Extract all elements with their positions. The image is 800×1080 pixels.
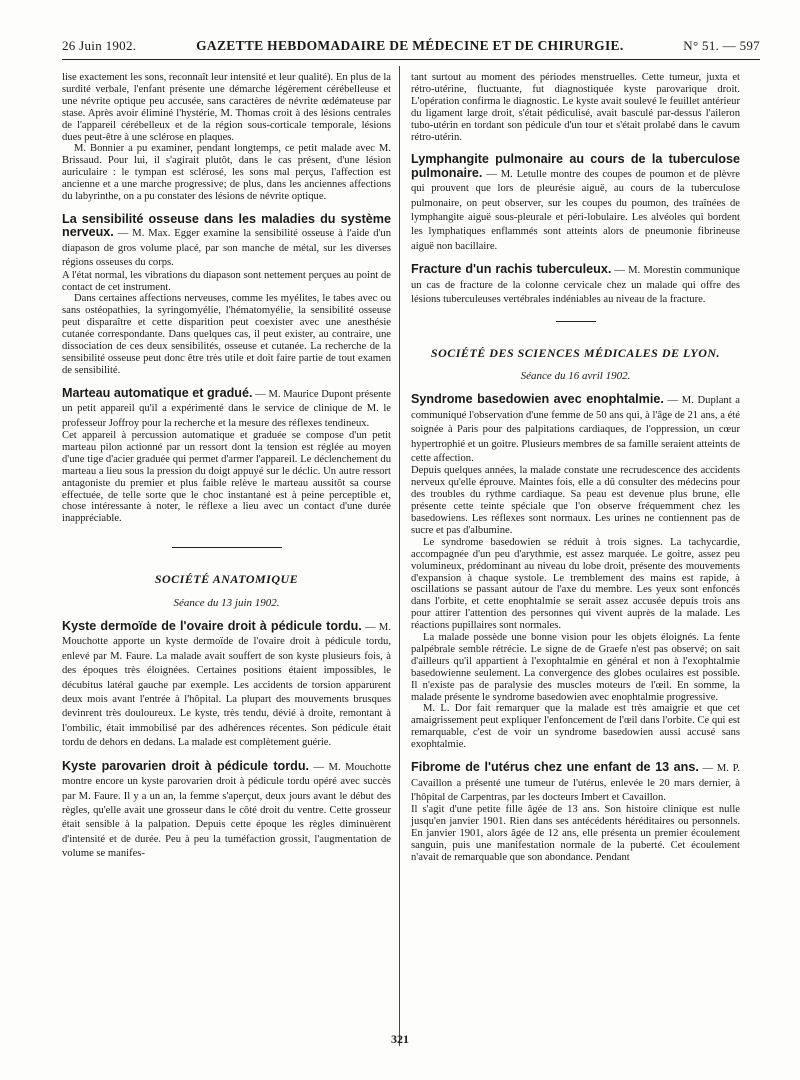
issue-date: 26 Juin 1902. bbox=[62, 38, 137, 53]
paragraph: A l'état normal, les vibrations du diapason sont nettement perçues au point de contact de cet instrument. bbox=[62, 269, 391, 293]
heading-text: Fibrome de l'utérus chez une enfant de 13 ans. bbox=[411, 760, 699, 775]
section-lead: — M. Mouchotte apporte un kyste dermoïde de l'ovaire droit à pédicule tordu, enlevé par M. Faure. La malade avait souffert de son kyste plusieurs fois, à des époques très éloignées. Certaines positions étaient impossibles, le décubitus latéral gauche par exemple. Les accidents de torsion apparurent deux mois avant l'entrée à l'hôpital. La plupart des mouvements brusques devinrent très douloureux. Le kyste, très tendu, dévié à droite, remontant à l'ombilic, était immobilisé par des adhérences récentes. Son pédicule était tordu de dehors en dedans. La malade est complètement guérie. bbox=[62, 622, 391, 749]
section-lead: — M. Max. Egger examine la sensibilité osseuse à l'aide d'un diapason de gros volume placé, par son manche de métal, sur les diverses régions osseuses du corps. bbox=[62, 228, 391, 269]
paragraph: Le syndrome basedowien se réduit à trois signes. La tachycardie, accompagnée d'un peu d'arythmie, est assez marquée. Le goitre, assez peu volumineux, prédominant au niveau du lobe droit, présente des mouvements d'expansion à chaque systole. Le tremblement des mains est rapide, à oscillations se passant autour de l'axe du membre. Les yeux sont enfoncés dans l'orbite, et cette enophtalmie se serait assez accusée depuis trois ans pour attirer l'attention des personnes qui vivent auprès de la malade. Les réactions pupillaires sont normales. bbox=[411, 536, 740, 632]
paragraph: tant surtout au moment des périodes menstruelles. Cette tumeur, juxta et rétro-utérine, fluctuante, fut diagnostiquée kyste parovarique droit. L'opération confirma le diagnostic. Le kyste avait soulevé le feuillet antérieur du ligament large droit, s'était pédiculisé, avait basculé par-dessus l'aileron tubo-utérin en tordant son pédicule d'un tour et s'était prolabé dans le cavum rétro-utérin. bbox=[411, 72, 740, 143]
heading-text: Fracture d'un rachis tuberculeux. bbox=[411, 262, 612, 277]
section-lead: — M. Letulle montre des coupes de poumon et de plèvre qui prouvent que lors de pleurésie aiguë, au cours de la tuberculose pulmonaire, on peut observer, sur les coupes du poumon, des traînées de lymphangite aiguë sous-pleurale et péri-lobulaire. Les alvéoles qui bordent les lymphatiques enflammés sont atteints alors de pneumonie fibrineuse aiguë non bacillaire. bbox=[411, 168, 740, 252]
section-lead: — M. Mouchotte montre encore un kyste parovarien droit à pédicule tordu opéré avec succès par M. Faure. Il y a un an, la femme s'aperçut, deux jours avant le début des règles, qu'elle avait une grosseur dans le côté droit du ventre. Cette grosseur était sensible à la palpation. Depuis cette époque les règles diminuèrent d'intensité et de durée. Peu à peu la tuméfaction grossit, l'augmentation de volume se manifes- bbox=[62, 761, 391, 860]
paragraph: La malade possède une bonne vision pour les objets éloignés. La fente palpébrale semble rétrécie. Le signe de de Graefe n'est pas observé; on sait d'ailleurs qu'il appartient à l'exophtalmie en général et non à l'exophtalmie basedowienne seulement. La convergence des globes oculaires est possible. Il n'existe pas de paralysie des muscles moteurs de l'œil. En somme, la malade présente le syndrome basedowien avec enophtalmie progressive. bbox=[411, 632, 740, 703]
section-lead: — M. Duplant a communiqué l'observation d'une femme de 50 ans qui, à l'âge de 21 ans, a été soignée à Paris pour des palpitations cardiaques, de l'oppression, un cœur hypertrophié et un goitre. Plusieurs membres de sa famille seraient atteints de cette affection. bbox=[411, 395, 740, 464]
paragraph: Dans certaines affections nerveuses, comme les myélites, le tabes avec ou sans ostéopathies, la syringomyélie, l'hématomyélie, la sensibilité osseuse peut disparaître et cette disparition peut coexister avec une anesthésie cutanée correspondante. Dans quelques cas, il peut exister, au contraire, une dissociation de ces deux sensibilités, osseuse et cutanée. La recherche de la sensibilité osseuse peut donc être très utile et doit faire partie de tout examen de sensibilité. bbox=[62, 293, 391, 376]
paragraph: Depuis quelques années, la malade constate une recrudescence des accidents nerveux qu'elle éprouve. Maintes fois, elle a dû consulter des médecins pour des troubles du rythme cardiaque. Sa peau est devenue plus brune, elle présente cette teinte spéciale que l'on observe fréquemment chez les basedowiens. Les réflexes sont normaux. Les urines ne contiennent pas de sucre et pas d'albumine. bbox=[411, 465, 740, 536]
section-lead: — M. P. Cavaillon a présenté une tumeur de l'utérus, enlevée le 20 mars dernier, à l'hôpital de Carpentras, par les docteurs Imbert et Cavaillon. bbox=[411, 763, 740, 803]
paragraph: M. L. Dor fait remarquer que la malade est très amaigrie et que cet amaigrissement peut expliquer l'enfoncement de l'œil dans l'orbite. Ce qui est remarquable, c'est de voir un syndrome basedowien aussi accusé sans exophtalmie. bbox=[411, 703, 740, 751]
section-heading-fibrome bbox=[411, 761, 740, 804]
paragraph: Cet appareil à percussion automatique et graduée se compose d'un petit marteau pilon actionné par un ressort dont la tension est réglée au moyen d'une tige d'acier graduée qui permet d'armer l'appareil. Le déclenchement du marteau a lieu sous la pression du doigt appuyé sur le déclic. Un autre ressort antagoniste du premier et plus faible relève le marteau aussitôt sa course effectuée, de telle sorte que le choc instantané est à peine perceptible et, chose intéressante à noter, le réflexe a lieu avec un contact d'une durée inappréciable. bbox=[62, 429, 391, 525]
section-divider bbox=[556, 321, 596, 322]
right-column bbox=[411, 72, 740, 864]
section-heading-marteau bbox=[62, 387, 391, 430]
section-heading-sensibilite-osseuse bbox=[62, 213, 391, 270]
page-folio: 321 bbox=[391, 1032, 409, 1046]
heading-text: Syndrome basedowien avec enophtalmie. bbox=[411, 392, 664, 407]
section-heading-lymphangite bbox=[411, 153, 740, 253]
section-heading-kyste-dermoide bbox=[62, 620, 391, 750]
issue-number-page: N° 51. — 597 bbox=[683, 38, 760, 53]
paragraph: lise exactement les sons, reconnaît leur intensité et leur qualité). En plus de la surdité verbale, l'enfant présente une démarche légèrement cérébelleuse et une névrite optique peu accusée, sans caractères de névrite œdémateuse par stase. Après avoir éliminé l'hystérie, M. Thomas croit à des lésions centrales de l'appareil cérébelleux et de la région sous-corticale temporale, lésions dues peut-être à une sclérose en plaques. bbox=[62, 72, 391, 143]
seance-date: Séance du 16 avril 1902. bbox=[520, 370, 631, 383]
left-column bbox=[62, 72, 391, 861]
section-lead: — M. Maurice Dupont présente un petit appareil qu'il a expérimenté dans le service de clinique de M. le professeur Joffroy pour la recherche et la mesure des réflexes tendineux. bbox=[62, 388, 391, 429]
heading-text: Marteau automatique et gradué. bbox=[62, 385, 253, 400]
heading-text: Lymphangite pulmonaire au cours de la tuberculose pulmonaire. bbox=[411, 152, 740, 180]
column-rule bbox=[399, 66, 400, 1046]
heading-text: Kyste parovarien droit à pédicule tordu. bbox=[62, 758, 310, 773]
paragraph: Il s'agit d'une petite fille âgée de 13 ans. Son histoire clinique est nulle jusqu'en janvier 1901. Rien dans ses antécédents héréditaires ou personnels. En janvier 1901, alors âgée de 12 ans, elle présenta un premier écoulement sanguin, puis une manifestation normale de la puberté. Cet écoulement n'avait de remarquable que son abondance. Pendant bbox=[411, 804, 740, 863]
section-divider bbox=[172, 547, 282, 548]
society-heading-lyon: SOCIÉTÉ DES SCIENCES MÉDICALES DE LYON. bbox=[430, 345, 721, 360]
seance-date: Séance du 13 juin 1902. bbox=[173, 597, 280, 610]
section-heading-kyste-parovarien bbox=[62, 760, 391, 861]
journal-title: GAZETTE HEBDOMADAIRE DE MÉDECINE ET DE CHIRURGIE. bbox=[196, 38, 624, 53]
society-heading-anatomique: SOCIÉTÉ ANATOMIQUE bbox=[154, 572, 299, 587]
heading-text: La sensibilité osseuse dans les maladies du système nerveux. bbox=[62, 211, 391, 240]
section-heading-fracture-rachis bbox=[411, 263, 740, 306]
paragraph: M. Bonnier a pu examiner, pendant longtemps, ce petit malade avec M. Brissaud. Pour lui, il s'agirait plutôt, dans le cas présent, d'une lésion auriculaire : le tympan est sclérosé, les sons mal perçus, l'affection est ancienne et a une marche progressive; de plus, dans les anciennes affections du labyrinthe, on a pu constater des lésions de névrite optique. bbox=[62, 143, 391, 203]
section-heading-basedowien bbox=[411, 393, 740, 465]
running-header bbox=[62, 38, 760, 60]
heading-text: Kyste dermoïde de l'ovaire droit à pédicule tordu. bbox=[62, 619, 362, 634]
section-lead: — M. Morestin communique un cas de fracture de la colonne cervicale chez un malade qui offre des lésions tuberculeuses vertébrales indéniables au niveau de la fracture. bbox=[411, 265, 740, 306]
